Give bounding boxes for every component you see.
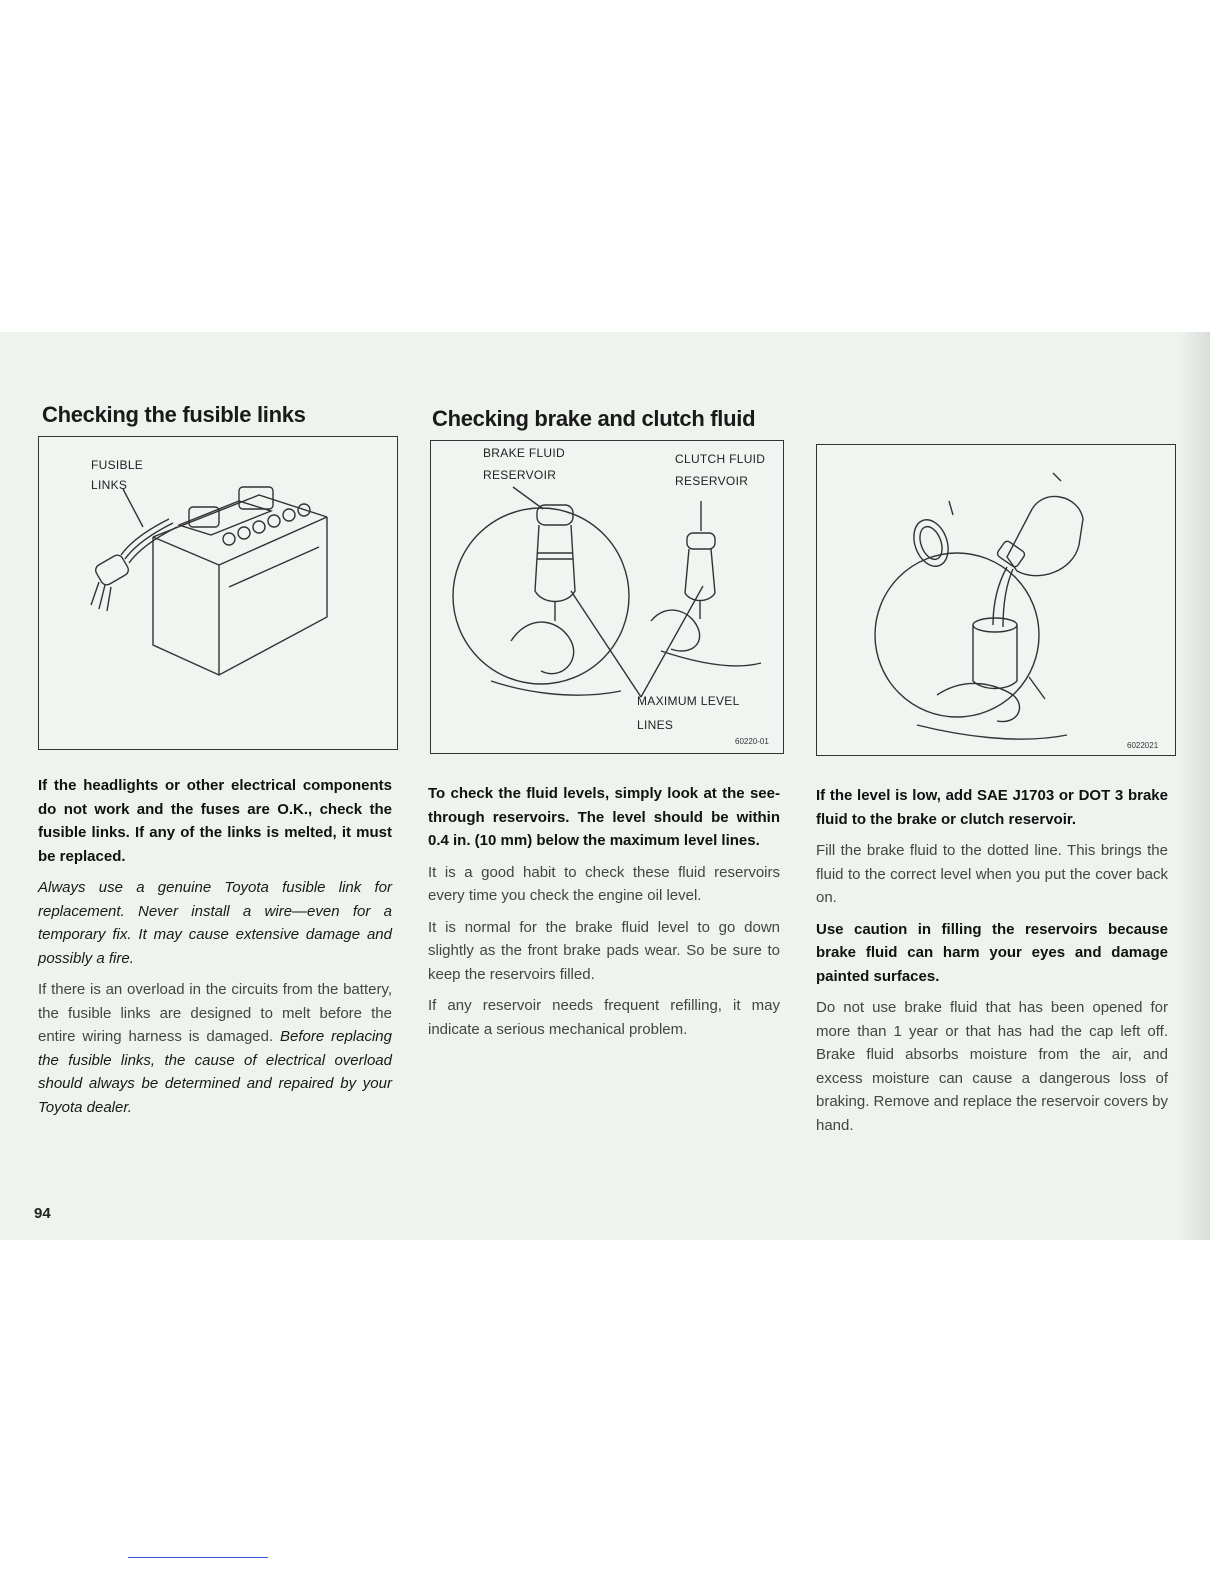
refill-figure [816, 444, 1176, 756]
refill-paragraph-3: Use caution in filling the reservoirs because brake fluid can harm your eyes and damage painted surfaces. [816, 920, 1168, 985]
fusible-paragraph-2: Always use a genuine Toyota fusible link for replacement. Never install a wire—even for a temporary fix. It may cause extensive damage and possibly a fire. [38, 879, 392, 967]
brake-paragraph-1: To check the fluid levels, simply look at the see-through reservoirs. The level should be within 0.4 in. (10 mm) below the maximum level lines. [428, 785, 780, 849]
fusible-paragraph-3-plain: If there is an overload in the circuits from the battery, the fusible links are designed to melt before the entire wiring harness is damaged. [38, 981, 392, 1045]
fusible-label-line2: LINKS [91, 478, 128, 492]
page-edge-shadow [1180, 332, 1210, 1240]
brake-reservoir-label-1: BRAKE FLUID [483, 446, 565, 460]
max-level-label-2: LINES [637, 718, 674, 732]
refill-paragraph-4: Do not use brake fluid that has been opened for more than 1 year or that has had the cap left off. Brake fluid absorbs moisture from the air, and excess moisture can cause a dangerous loss of braking. Remove and replace the reservoir covers by hand. [816, 999, 1168, 1134]
fusible-paragraph-3 [38, 978, 392, 1119]
brake-text-column [428, 782, 780, 1049]
refill-illustration [817, 445, 1175, 755]
max-level-label-1: MAXIMUM LEVEL [637, 694, 740, 708]
fusible-paragraph-3-italic: Before replacing the fusible links, the cause of electrical overload should always be determined and repaired by your Toyota dealer. [38, 1028, 392, 1116]
brake-clutch-heading: Checking brake and clutch fluid [432, 406, 756, 431]
brake-paragraph-3: It is normal for the brake fluid level to go down slightly as the front brake pads wear. So be sure to keep the reservoirs filled. [428, 918, 780, 983]
refill-paragraph-2: Fill the brake fluid to the dotted line. This brings the fluid to the correct level when you put the cover back on. [816, 842, 1168, 906]
fusible-paragraph-1: If the headlights or other electrical components do not work and the fuses are O.K., check the fusible links. If any of the links is melted, it must be replaced. [38, 777, 392, 865]
clutch-reservoir-label-2: RESERVOIR [675, 474, 749, 488]
refill-text-column [816, 784, 1168, 1145]
fusible-text-column [38, 774, 392, 1119]
page-number: 94 [34, 1205, 51, 1222]
fusible-links-figure [38, 436, 398, 750]
brake-paragraph-2: It is a good habit to check these fluid reservoirs every time you check the engine oil level. [428, 863, 780, 904]
brake-reservoir-label-2: RESERVOIR [483, 468, 557, 482]
refill-paragraph-1: If the level is low, add SAE J1703 or DOT 3 brake fluid to the brake or clutch reservoir. [816, 787, 1168, 828]
clutch-reservoir-label-1: CLUTCH FLUID [675, 452, 766, 466]
fusible-label-line1: FUSIBLE [91, 458, 144, 472]
brake-paragraph-4: If any reservoir needs frequent refilling, it may indicate a serious mechanical problem. [428, 997, 780, 1038]
refill-figure-id: 6022021 [1127, 741, 1159, 750]
footer-rule [128, 1557, 268, 1558]
fusible-links-heading: Checking the fusible links [42, 402, 306, 427]
reservoirs-figure [430, 440, 784, 754]
reservoirs-figure-id: 60220-01 [735, 737, 769, 746]
